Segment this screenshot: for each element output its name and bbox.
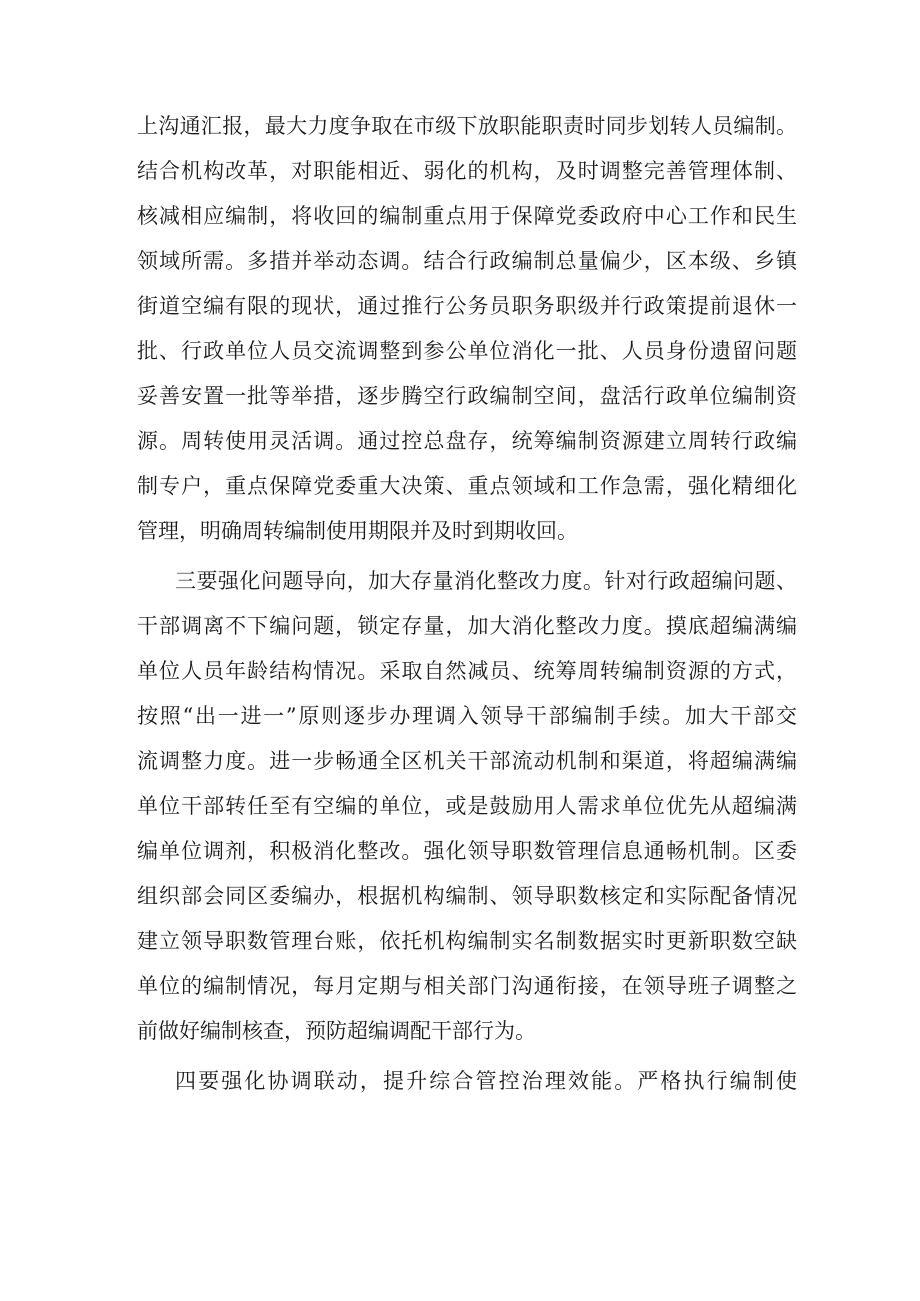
paragraph-line: 建立领导职数管理台账，依托机构编制实名制数据实时更新职数空缺 (137, 929, 797, 953)
paragraph-line: 编单位调剂，积极消化整改。强化领导职数管理信息通畅机制。区委 (137, 839, 797, 863)
paragraph-line: 单位人员年龄结构情况。采取自然减员、统筹周转编制资源的方式， (137, 659, 797, 683)
paragraph-line: 街道空编有限的现状，通过推行公务员职务职级并行政策提前退休一 (137, 294, 797, 318)
paragraph-line: 按照“出一进一”原则逐步办理调入领导干部编制手续。加大干部交 (137, 704, 797, 728)
paragraph-line: 上沟通汇报，最大力度争取在市级下放职能职责时同步划转人员编制。 (137, 114, 797, 138)
paragraph-line: 源。周转使用灵活调。通过控总盘存，统筹编制资源建立周转行政编 (137, 429, 797, 453)
paragraph-line: 领域所需。多措并举动态调。结合行政编制总量偏少，区本级、乡镇 (137, 249, 797, 273)
paragraph-line: 干部调离不下编问题，锁定存量，加大消化整改力度。摸底超编满编 (137, 614, 797, 638)
paragraph-first-line: 三要强化问题导向，加大存量消化整改力度。针对行政超编问题、 (175, 569, 797, 593)
paragraph-line: 单位干部转任至有空编的单位，或是鼓励用人需求单位优先从超编满 (137, 794, 797, 818)
paragraph-line: 组织部会同区委编办，根据机构编制、领导职数核定和实际配备情况 (137, 884, 797, 908)
paragraph-line: 单位的编制情况，每月定期与相关部门沟通衔接，在领导班子调整之 (137, 974, 797, 998)
paragraph-line: 批、行政单位人员交流调整到参公单位消化一批、人员身份遗留问题 (137, 339, 797, 363)
paragraph-line: 结合机构改革，对职能相近、弱化的机构，及时调整完善管理体制、 (137, 159, 797, 183)
paragraph-line: 前做好编制核查，预防超编调配干部行为。 (137, 1019, 536, 1043)
paragraph-first-line: 四要强化协调联动，提升综合管控治理效能。严格执行编制使 (175, 1069, 797, 1093)
paragraph-line: 核减相应编制，将收回的编制重点用于保障党委政府中心工作和民生 (137, 204, 797, 228)
paragraph-line: 管理，明确周转编制使用期限并及时到期收回。 (137, 519, 578, 543)
paragraph-line: 流调整力度。进一步畅通全区机关干部流动机制和渠道，将超编满编 (137, 749, 797, 773)
paragraph-line: 制专户，重点保障党委重大决策、重点领域和工作急需，强化精细化 (137, 474, 797, 498)
paragraph-line: 妥善安置一批等举措，逐步腾空行政编制空间，盘活行政单位编制资 (137, 384, 797, 408)
